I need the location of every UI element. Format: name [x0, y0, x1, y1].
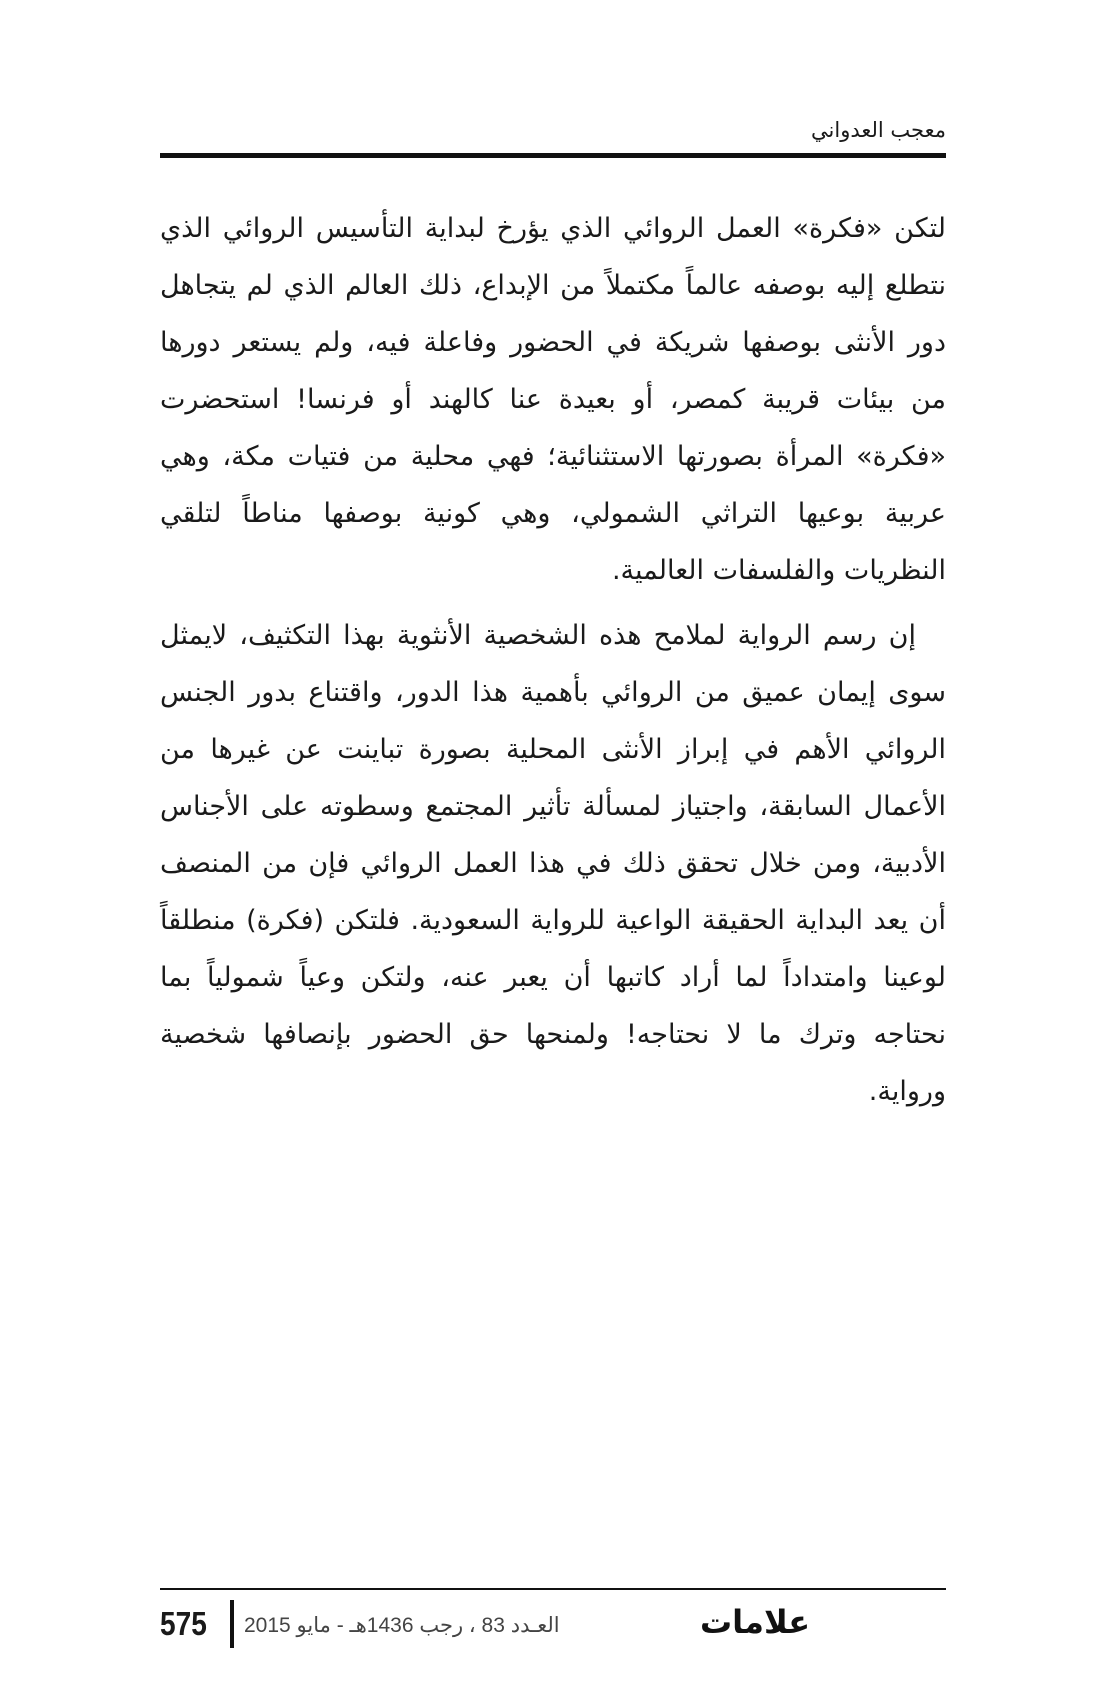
paragraph: إن رسم الرواية لملامح هذه الشخصية الأنثوية بهذا التكثيف، لايمثل سوى إيمان عميق من الروائي بأهمية هذا الدور، واقتناع بدور الجنس الروائي الأهم في إبراز الأنثى المحلية بصورة تباينت عن غيرها من الأعمال السابقة، واجتياز لمسألة تأثير المجتمع وسطوته على الأجناس الأدبية، ومن خلال تحقق ذلك في هذا العمل الروائي فإن من المنصف أن يعد البداية الحقيقة الواعية للرواية السعودية. فلتكن (فكرة) منطلقاً لوعينا وامتداداً لما أراد كاتبها أن يعبر عنه، ولتكن وعياً شمولياً بما نحتاجه وترك ما لا نحتاجه! ولمنحها حق الحضور بإنصافها شخصية ورواية. [160, 620, 946, 1107]
page-footer [160, 1600, 946, 1650]
running-header [160, 108, 946, 158]
page-number-separator [230, 1600, 234, 1648]
journal-logo: علامات [700, 1603, 811, 1641]
paragraph: لتكن «فكرة» العمل الروائي الذي يؤرخ لبداية التأسيس الروائي الذي نتطلع إليه بوصفه عالماً مكتملاً من الإبداع، ذلك العالم الذي لم يتجاهل دور الأنثى بوصفها شريكة في الحضور وفاعلة فيه، ولم يستعر دورها من بيئات قريبة كمصر، أو بعيدة عنا كالهند أو فرنسا! استحضرت «فكرة» المرأة بصورتها الاستثنائية؛ فهي محلية من فتيات مكة، وهي عربية بوعيها التراثي الشمولي، وهي كونية بوصفها مناطاً لتلقي النظريات والفلسفات العالمية. [160, 213, 946, 586]
article-body [160, 200, 946, 1120]
footer-divider [160, 1588, 946, 1590]
author-name: معجب العدواني [811, 118, 946, 142]
page-number: 575 [160, 1605, 207, 1642]
issue-info: العـدد 83 ، رجب 1436هـ - مايو 2015 [244, 1614, 560, 1637]
